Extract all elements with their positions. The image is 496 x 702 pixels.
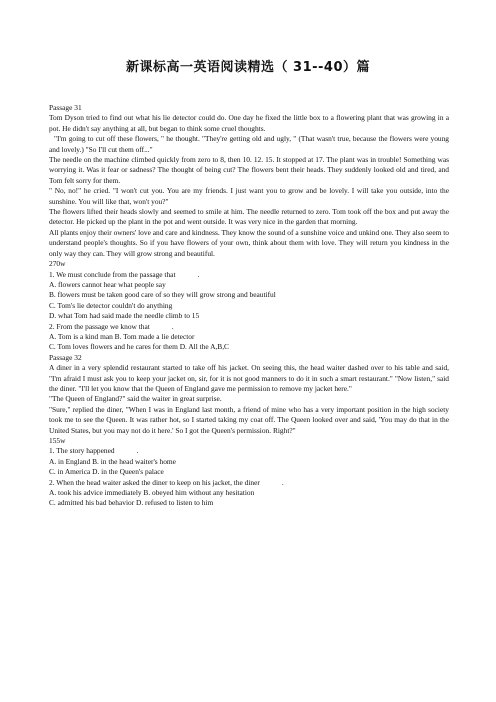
- passage-paragraph: "Sure," replied the diner, "When I was in England last month, a friend of mine who has a very important position in the high society took me to see the Queen. It was rather hot, so I started taking my coat off. The Queen looked over and said, 'You may do that in the United States, but you may not do it here.' So I got the Queen's permission. Right?": [49, 404, 449, 435]
- answer-option: A. Tom is a kind man B. Tom made a lie detector: [49, 331, 195, 341]
- passage-paragraph: " No, no!" he cried. "I won't cut you. You are my friends. I just want you to grow and be lovely. I will take you outside, into the sunshine. You will like that, won't you?": [49, 186, 449, 206]
- question-stem: 2. When the head waiter asked the diner to keep on his jacket, the diner .: [49, 477, 284, 487]
- passage-paragraph: "I'm going to cut off these flowers, " he thought. "They're getting old and ugly, " (That wasn't true, because the flowers were young and lovely.) "So I'll cut them off...": [49, 134, 449, 154]
- passage-paragraph: "The Queen of England?" said the waiter in great surprise.: [49, 394, 222, 404]
- question-stem: 2. From the passage we know that .: [49, 321, 174, 331]
- word-count: 270w: [49, 259, 66, 269]
- answer-option: B. flowers must be taken good care of so they will grow strong and beautiful: [49, 290, 276, 300]
- answer-option: C. admitted his bad behavior D. refused to listen to him: [49, 498, 214, 508]
- passage-paragraph: All plants enjoy their owners' love and care and kindness. They know the sound of a sunshine voice and unkind one. They also seem to understand people's thoughts. So if you have flowers of your own, think about them with love. They will return you kindness in the only way they can. They will grow strong and beautiful.: [49, 227, 449, 258]
- passage-heading: Passage 31: [49, 103, 82, 112]
- word-count: 155w: [49, 436, 66, 445]
- answer-option: A. flowers cannot hear what people say: [49, 279, 166, 289]
- document-title: 新课标高一英语阅读精选（ 31--40）篇: [126, 60, 370, 75]
- answer-option: A. in England B. in the head waiter's home: [49, 456, 176, 466]
- passage-heading: Passage 32: [49, 352, 82, 362]
- passage-paragraph: Tom Dyson tried to find out what his lie detector could do. One day he fixed the little box to a flowering plant that was growing in a pot. He didn't say anything at all, but began to think some cruel thoughts.: [49, 113, 449, 133]
- passage-paragraph: The flowers lifted their heads slowly and seemed to smile at him. The needle returned to zero. Tom took off the box and put away the detector. He picked up the plant in the pot and went outside. It was very nice in the garden that morning.: [49, 207, 449, 227]
- passage-paragraph: A diner in a very splendid restaurant started to take off his jacket. On seeing this, the head waiter dashed over to his table and said, "I'm afraid I must ask you to keep your jacket on, sir, for it is not good manners to do it in such a smart restaurant." "Now listen," said the diner. "I'll let you know that the Queen of England gave me permission to remove my jacket here.": [49, 363, 449, 393]
- answer-option: C. Tom's lie detector couldn't do anything: [49, 300, 173, 310]
- question-stem: 1. We must conclude from the passage that .: [49, 269, 200, 279]
- passage-paragraph: The needle on the machine climbed quickly from zero to 8, then 10. 12. 15. It stopped at 17. The plant was in trouble! Something was worrying it. Was it fear or sadness? The thought of being cut? The flowers bent their heads. They suddenly looked old and tired, and Tom felt sorry for them.: [49, 155, 449, 185]
- answer-option: C. in America D. in the Queen's palace: [49, 467, 164, 477]
- answer-option: D. what Tom had said made the needle climb to 15: [49, 311, 200, 321]
- answer-option: C. Tom loves flowers and he cares for them D. All the A,B,C: [49, 342, 229, 352]
- answer-option: A. took his advice immediately B. obeyed him without any hesitation: [49, 488, 255, 498]
- document-body: [49, 103, 449, 509]
- question-stem: 1. The story happened .: [49, 446, 139, 456]
